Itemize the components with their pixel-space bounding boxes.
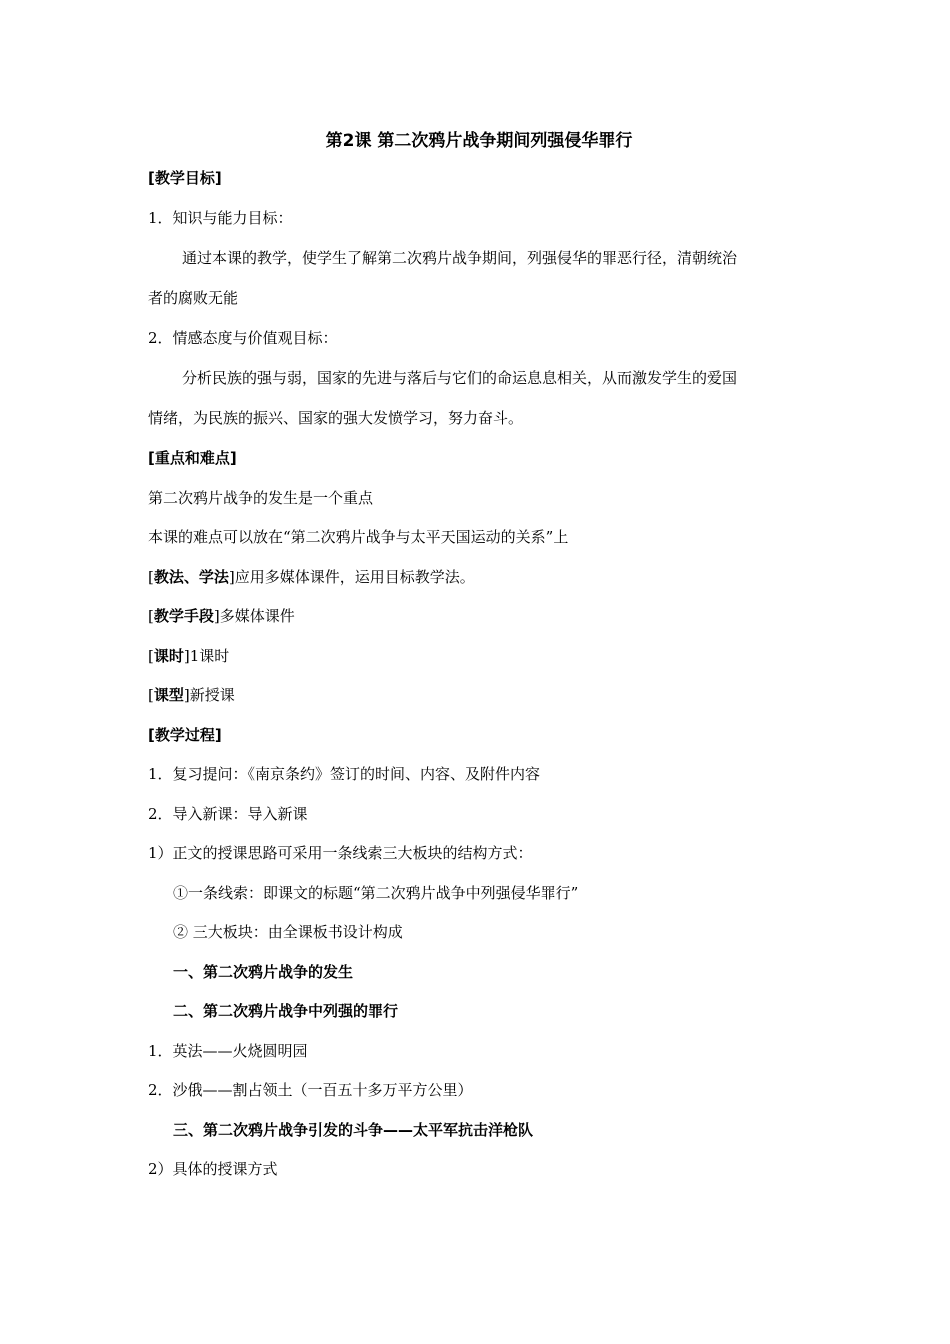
process-heading: [教学过程] bbox=[148, 726, 222, 744]
method-bracket-close: ] bbox=[228, 568, 235, 586]
lesson-type-line bbox=[148, 685, 235, 705]
lesson-type-text: 新授课 bbox=[189, 686, 235, 704]
section-heading-3: 三、第二次鸦片战争引发的斗争——太平军抗击洋枪队 bbox=[173, 1121, 534, 1139]
section-heading-1: 一、第二次鸦片战争的发生 bbox=[173, 963, 354, 981]
means-bracket-close: ] bbox=[213, 607, 220, 625]
process-sub-2: 2）具体的授课方式 bbox=[148, 1160, 278, 1178]
key-point-text: 第二次鸦片战争的发生是一个重点 bbox=[148, 489, 374, 507]
objective-1-text-line2: 者的腐败无能 bbox=[148, 289, 239, 307]
means-bracket-open: [ bbox=[148, 607, 154, 625]
process-clue: ①一条线索：即课文的标题“第二次鸦片战争中列强侵华罪行” bbox=[173, 884, 579, 902]
process-step-2: 2．导入新课：导入新课 bbox=[148, 805, 308, 823]
hours-bracket-close: ] bbox=[183, 647, 190, 665]
section-heading-2: 二、第二次鸦片战争中列强的罪行 bbox=[173, 1002, 399, 1020]
hours-line bbox=[148, 646, 229, 666]
means-label: 教学手段 bbox=[153, 607, 214, 625]
page-title: 第2课 第二次鸦片战争期间列强侵华罪行 bbox=[325, 131, 633, 151]
means-text: 多媒体课件 bbox=[219, 607, 295, 625]
objectives-heading: [教学目标] bbox=[148, 169, 222, 187]
method-line bbox=[148, 567, 475, 587]
objective-1-text-line1: 通过本课的教学，使学生了解第二次鸦片战争期间，列强侵华的罪恶行径，清朝统治 bbox=[182, 249, 738, 267]
method-text: 应用多媒体课件，运用目标教学法。 bbox=[234, 568, 475, 586]
objective-2-text-line1: 分析民族的强与弱，国家的先进与落后与它们的命运息息相关，从而激发学生的爱国 bbox=[182, 369, 738, 387]
crime-item-1: 1．英法——火烧圆明园 bbox=[148, 1042, 308, 1060]
objective-1-label: 1．知识与能力目标： bbox=[148, 209, 293, 227]
difficulty-text: 本课的难点可以放在“第二次鸦片战争与太平天国运动的关系”上 bbox=[148, 528, 569, 546]
crime-item-2: 2．沙俄——割占领土（一百五十多万平方公里） bbox=[148, 1081, 473, 1099]
process-sub-1: 1）正文的授课思路可采用一条线索三大板块的结构方式： bbox=[148, 844, 533, 862]
hours-bracket-open: [ bbox=[148, 647, 154, 665]
objective-2-label: 2．情感态度与价值观目标： bbox=[148, 329, 338, 347]
hours-text: 1课时 bbox=[189, 647, 230, 665]
method-bracket-open: [ bbox=[148, 568, 154, 586]
process-step-1: 1．复习提问：《南京条约》签订的时间、内容、及附件内容 bbox=[148, 765, 541, 783]
lesson-type-bracket-open: [ bbox=[148, 686, 154, 704]
process-sections: ② 三大板块：由全课板书设计构成 bbox=[173, 923, 403, 941]
objective-2-text-line2: 情绪，为民族的振兴、国家的强大发愤学习，努力奋斗。 bbox=[148, 409, 524, 427]
means-line bbox=[148, 606, 295, 626]
lesson-type-label: 课型 bbox=[153, 686, 184, 704]
lesson-type-bracket-close: ] bbox=[183, 686, 190, 704]
method-label: 教法、学法 bbox=[153, 568, 229, 586]
key-points-heading: [重点和难点] bbox=[148, 449, 237, 467]
hours-label: 课时 bbox=[153, 647, 184, 665]
